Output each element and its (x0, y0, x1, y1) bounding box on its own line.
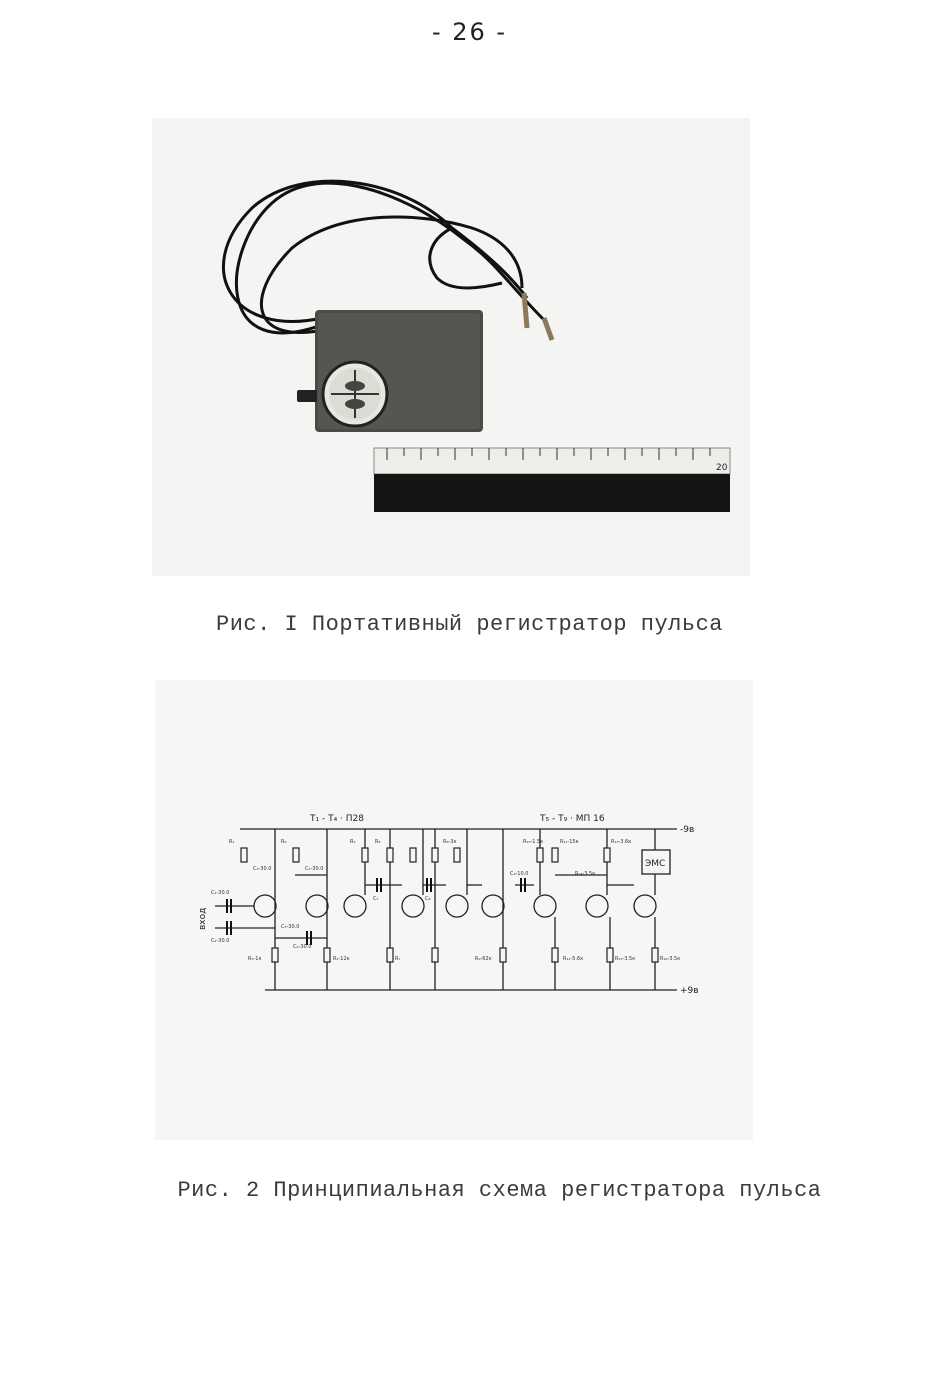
component-label: R₂ (281, 839, 287, 845)
component-label: C₉-10.0 (510, 871, 529, 877)
component-label: R₆ (375, 839, 381, 845)
component-label: R₁₁-15к (560, 839, 579, 845)
component-label: R₁ (229, 839, 235, 845)
component-label: R₁₂-5.6к (563, 956, 584, 962)
page-number: - 26 - (431, 18, 508, 46)
component-label: C₂-30.0 (211, 938, 230, 944)
component-label: C₁-30.0 (211, 890, 230, 896)
ems-label: ЭМС (645, 859, 666, 869)
component-label: R₁₆-3.5к (660, 956, 681, 962)
supply-neg-label: -9в (680, 825, 695, 835)
component-label: R₇ (395, 956, 401, 962)
device-photo (152, 118, 750, 576)
supply-pos-label: +9в (680, 986, 699, 996)
component-label: R₃-1к (248, 956, 262, 962)
component-label: R₄-12к (333, 956, 350, 962)
figure1-caption: Рис. I Портативный регистратор пульса (216, 612, 723, 637)
ruler-number: 20 (716, 463, 728, 473)
device-box (297, 310, 483, 432)
component-label: C₄-30.0 (305, 866, 324, 872)
ruler-icon (374, 448, 730, 512)
component-label: C₆-30.0 (293, 944, 312, 950)
input-label: вход (198, 907, 208, 930)
transistors-right-label: T₅ - T₉ · МП 16 (540, 814, 605, 824)
component-label: C₇ (373, 896, 379, 902)
circuit-schematic (155, 680, 753, 1140)
component-label: C₃-30.0 (253, 866, 272, 872)
component-label: R₅ (350, 839, 356, 845)
component-label: R₈-3к (443, 839, 457, 845)
component-label: R₁₀-1.5к (523, 839, 544, 845)
device-photo-drawing (152, 118, 750, 576)
schematic-drawing (155, 680, 753, 1140)
transistors-left-label: T₁ - T₄ · П28 (310, 814, 364, 824)
component-label: C₅-30.0 (281, 924, 300, 930)
component-label: R₁₅-3.5к (615, 956, 636, 962)
component-label: R₉-62к (475, 956, 492, 962)
figure2-caption: Рис. 2 Принципиальная схема регистратора пульса (177, 1178, 822, 1203)
component-label: C₈ (425, 896, 431, 902)
component-label: R₁₄-3.5к (575, 871, 596, 877)
component-label: R₁₃-3.6к (611, 839, 632, 845)
